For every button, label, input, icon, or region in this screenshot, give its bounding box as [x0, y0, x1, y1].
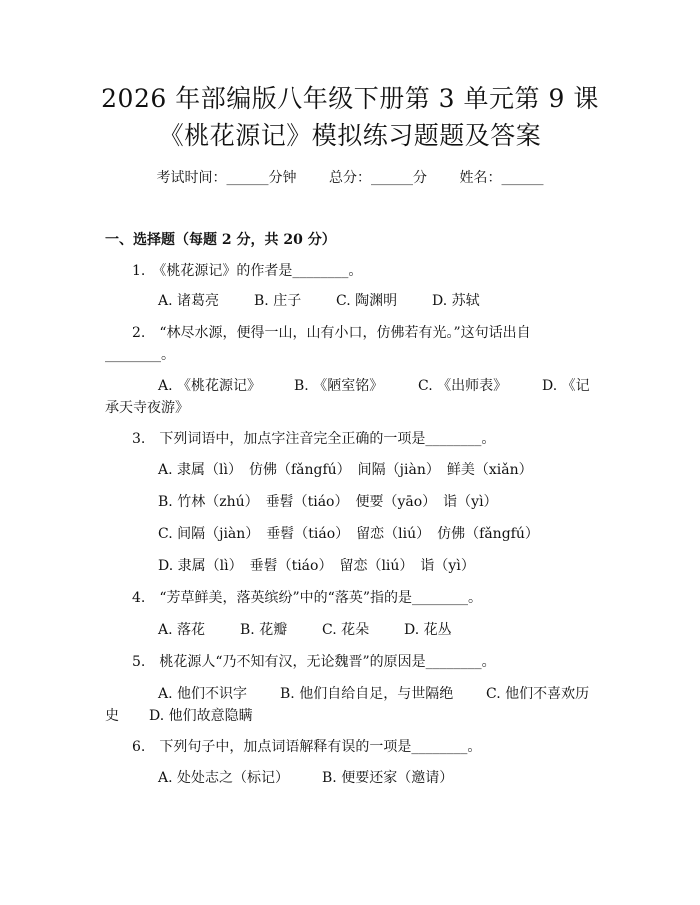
question-2-stem: 2. “林尽水源，便得一山，山有小口，仿佛若有光。”这句话出自 — [132, 325, 531, 341]
q2-option-d-cont: 承天寺夜游》 — [105, 400, 189, 416]
q6-option-a: A. 处处志之（标记） — [158, 770, 290, 786]
doc-title-line1: 2026 年部编版八年级下册第 3 单元第 9 课 — [101, 84, 599, 113]
exam-meta — [0, 168, 700, 188]
q1-option-b: B. 庄子 — [254, 293, 302, 309]
q2-option-b: B. 《陋室铭》 — [294, 378, 384, 394]
question-2-stem-cont: ________。 — [105, 347, 175, 363]
total-score-field: 总分：______分 — [329, 170, 427, 186]
question-4-options — [158, 620, 452, 640]
q1-option-a: A. 诸葛亮 — [158, 293, 220, 309]
q2-option-c: C. 《出师表》 — [418, 378, 508, 394]
question-3-stem: 3. 下列词语中，加点字注音完全正确的一项是________。 — [132, 431, 496, 447]
q1-option-c: C. 陶渊明 — [336, 293, 398, 309]
q4-option-a: A. 落花 — [158, 622, 206, 638]
question-4-stem: 4. “芳草鲜美，落英缤纷”中的“落英”指的是________。 — [132, 590, 482, 606]
q4-option-c: C. 花朵 — [322, 622, 370, 638]
question-1-stem: 1. 《桃花源记》的作者是________。 — [132, 263, 363, 279]
q5-option-d: D. 他们故意隐瞒 — [149, 708, 253, 724]
q1-option-d: D. 苏轼 — [432, 293, 480, 309]
q5-option-b: B. 他们自给自足，与世隔绝 — [280, 686, 454, 702]
question-1-options — [158, 291, 480, 311]
question-2-options — [158, 376, 590, 396]
q3-option-a: A. 隶属（lì） 仿佛（fǎngfú） 间隔（jiàn） 鲜美（xiǎn） — [158, 462, 533, 478]
doc-title-line2: 《桃花源记》模拟练习题题及答案 — [158, 121, 542, 150]
q5-option-c-cont: 史 — [105, 708, 119, 724]
q5-option-a: A. 他们不识字 — [158, 686, 248, 702]
q2-option-d: D. 《记 — [542, 378, 590, 394]
question-6-options — [158, 768, 453, 788]
q2-option-a: A. 《桃花源记》 — [158, 378, 262, 394]
section-heading: 一、选择题（每题 2 分，共 20 分） — [105, 232, 336, 248]
q3-option-d: D. 隶属（lì） 垂髫（tiáo） 留恋（liú） 诣（yì） — [158, 558, 475, 574]
q4-option-d: D. 花丛 — [404, 622, 452, 638]
student-name-field: 姓名：______ — [459, 170, 544, 186]
q4-option-b: B. 花瓣 — [240, 622, 288, 638]
exam-time-field: 考试时间：______分钟 — [156, 170, 297, 186]
q6-option-b: B. 便要还家（邀请） — [322, 770, 454, 786]
question-6-stem: 6. 下列句子中，加点词语解释有误的一项是________。 — [132, 739, 482, 755]
question-5-options-cont — [105, 706, 253, 726]
q3-option-b: B. 竹林（zhú） 垂髫（tiáo） 便要（yāo） 诣（yì） — [158, 494, 498, 510]
question-5-options — [158, 684, 589, 704]
q3-option-c: C. 间隔（jiàn） 垂髫（tiáo） 留恋（liú） 仿佛（fǎngfú） — [158, 526, 539, 542]
question-5-stem: 5. 桃花源人“乃不知有汉，无论魏晋”的原因是________。 — [132, 654, 496, 670]
q5-option-c: C. 他们不喜欢历 — [486, 686, 590, 702]
